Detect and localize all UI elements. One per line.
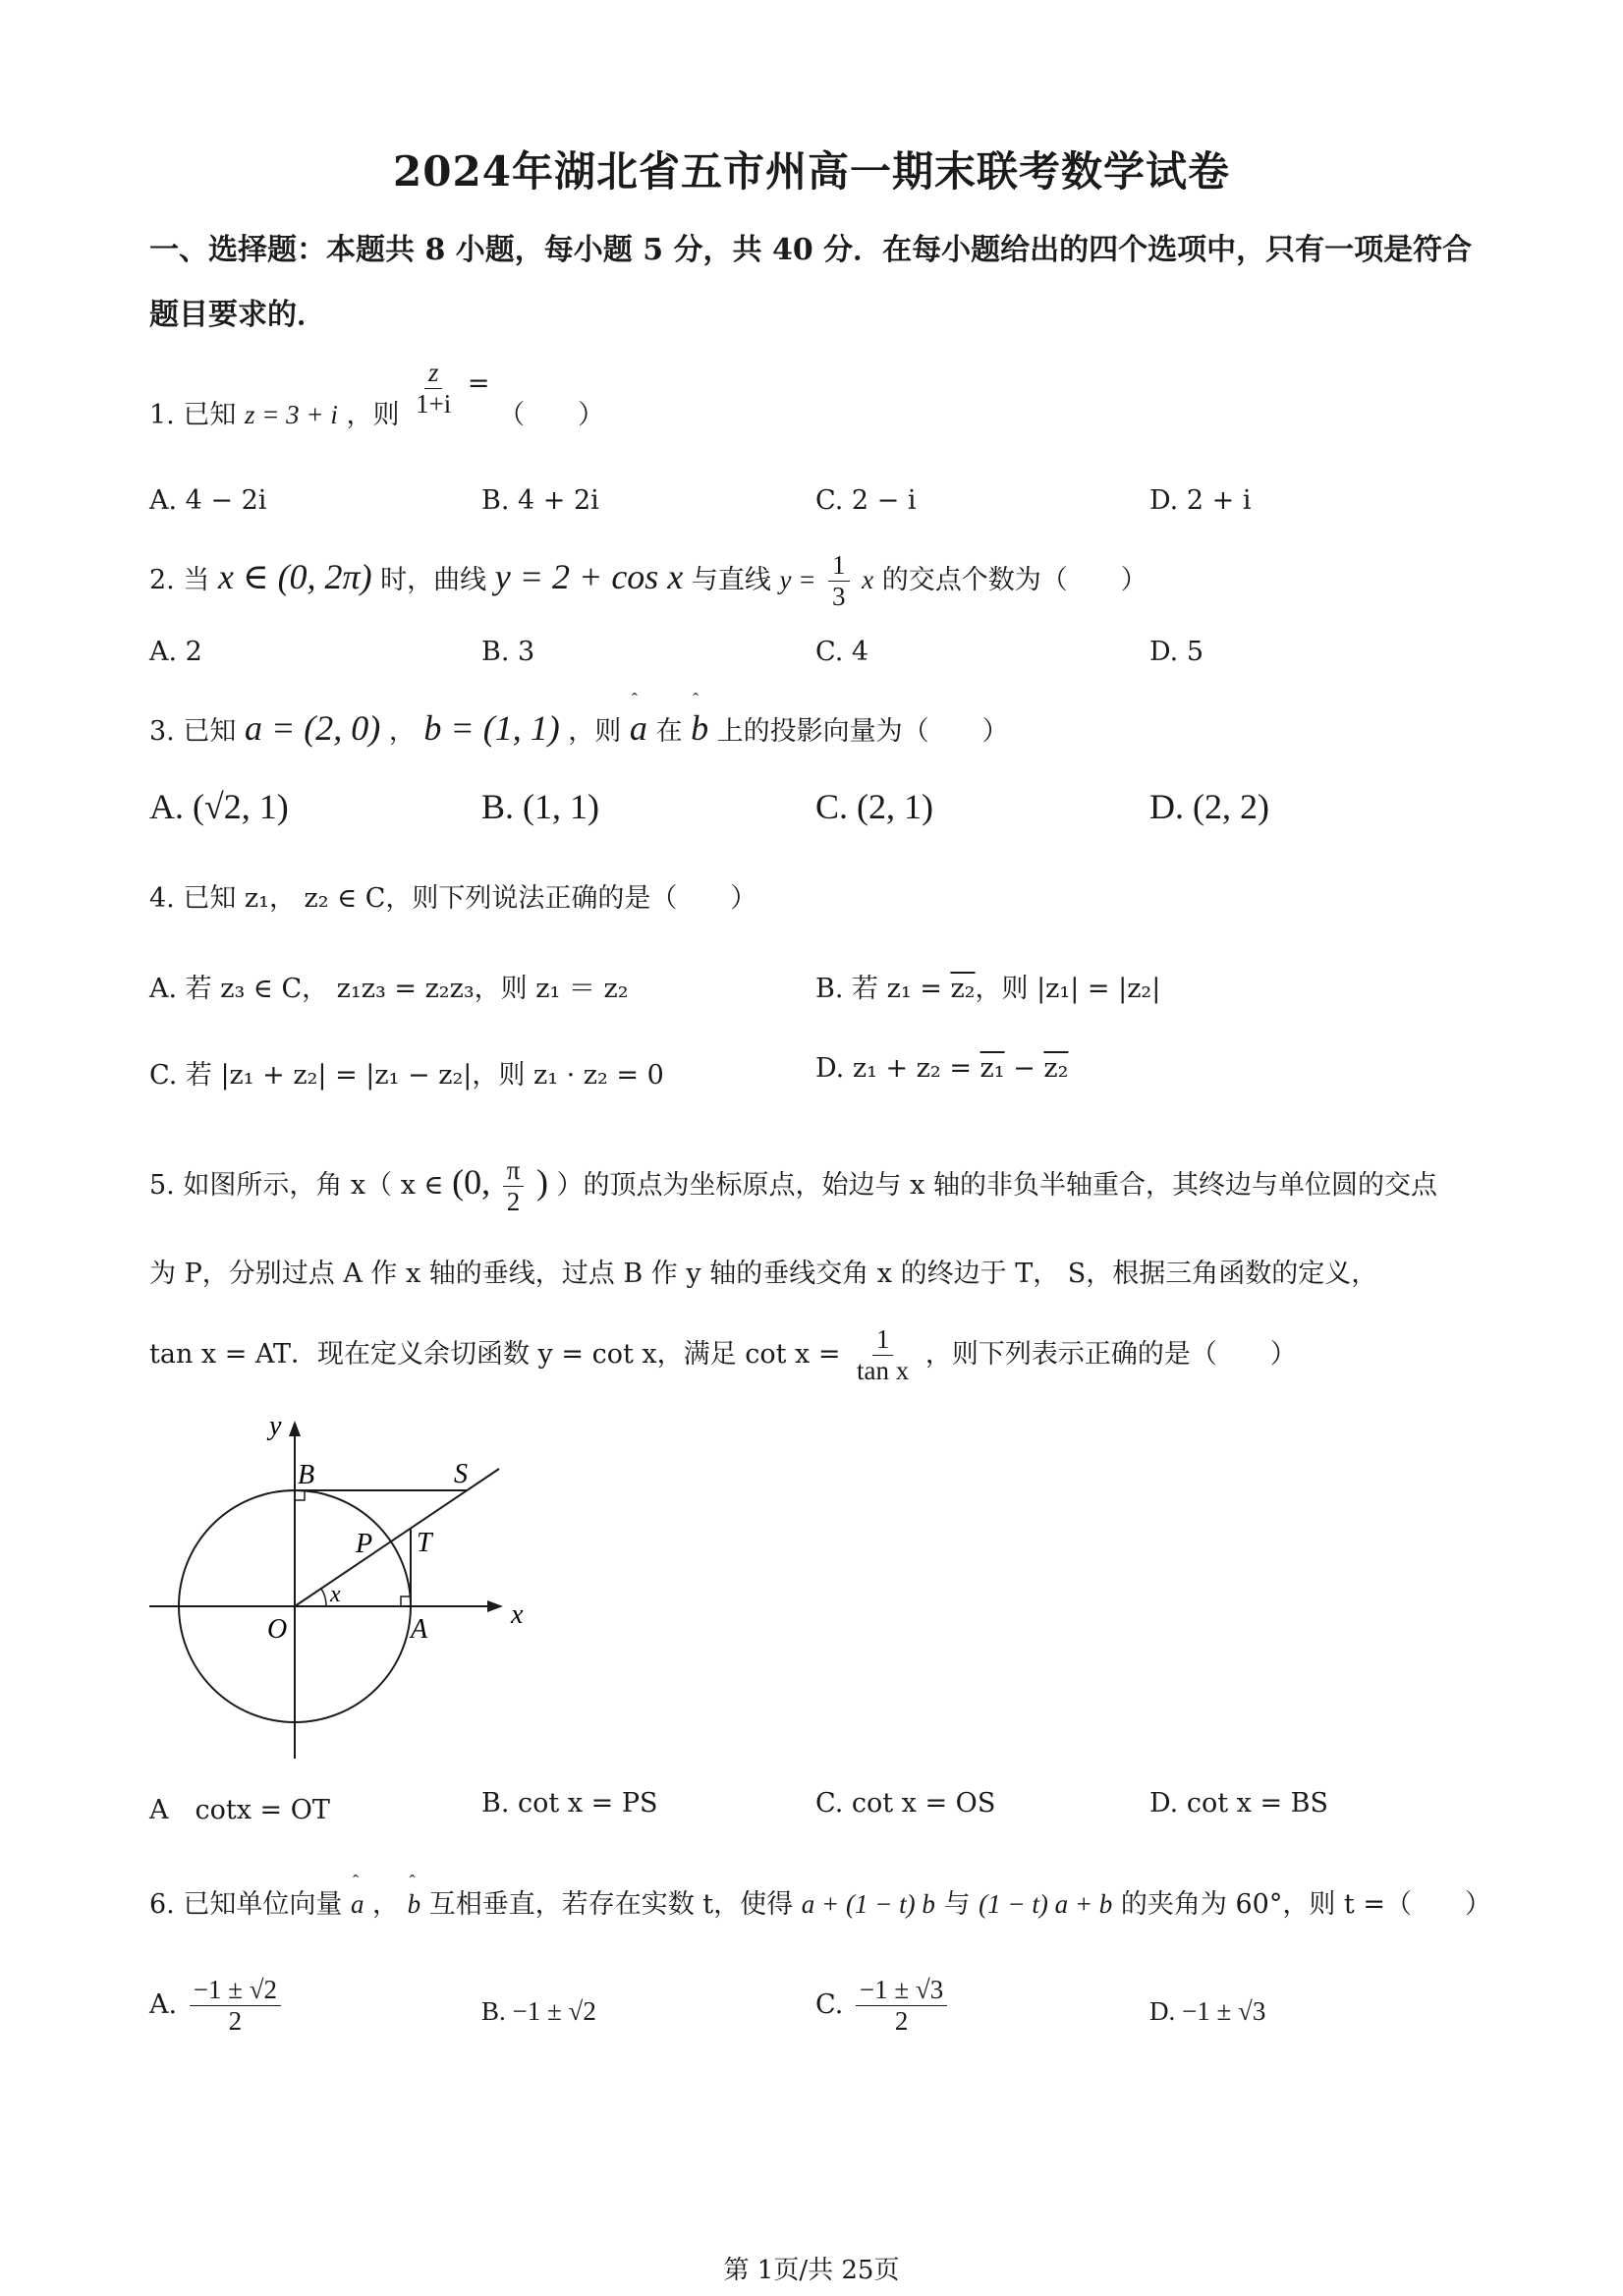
right-angle-a bbox=[401, 1596, 411, 1606]
q3-vector-a: ˆ a bbox=[630, 707, 647, 749]
q1-frac-den: 1+i bbox=[416, 389, 452, 420]
q1-option-b: B. 4 + 2i bbox=[481, 485, 599, 516]
q6-optc-label: C. bbox=[815, 1989, 844, 2021]
q1-frac-num: z bbox=[424, 358, 443, 389]
q5-frac-num: π bbox=[503, 1155, 525, 1187]
q2-option-a: A. 2 bbox=[149, 637, 202, 667]
q3-in: 在 bbox=[655, 716, 683, 747]
label-a: A bbox=[411, 1614, 428, 1645]
q5-fraction bbox=[503, 1155, 525, 1217]
q5-line1-pre: 5. 如图所示，角 x（ x ∈ bbox=[149, 1170, 444, 1202]
question-6 bbox=[149, 1882, 1491, 1921]
q6-vector-a: ˆ a bbox=[351, 1889, 364, 1920]
q1-z: z = 3 + i bbox=[244, 400, 338, 430]
q5-lparen: (0, bbox=[452, 1162, 491, 1203]
q3-prefix: 3. 已知 bbox=[149, 716, 237, 747]
q6-optc-num: −1 ± √3 bbox=[856, 1975, 947, 2006]
q5-option-c: C. cot x = OS bbox=[815, 1788, 996, 1819]
q3-option-c: C. (2, 1) bbox=[815, 787, 933, 826]
q4-option-a: A. 若 z₃ ∈ C， z₁z₃ = z₂z₃，则 z₁ ＝ z₂ bbox=[149, 974, 629, 1004]
q5-line3-pre: tan x = AT．现在定义余切函数 y = cot x，满足 cot x = bbox=[149, 1339, 841, 1371]
q6-opta-fraction bbox=[190, 1975, 281, 2037]
question-4: 4. 已知 z₁， z₂ ∈ C，则下列说法正确的是（ ） bbox=[149, 883, 757, 914]
right-angle-b bbox=[295, 1490, 305, 1500]
label-s: S bbox=[454, 1459, 468, 1489]
q3-option-d: D. (2, 2) bbox=[1149, 787, 1269, 826]
angle-arc bbox=[321, 1589, 326, 1606]
q4-optb-post: ，则 |z₁| = |z₂| bbox=[975, 974, 1161, 1004]
q5-cot-frac-num: 1 bbox=[872, 1324, 894, 1356]
q6-expr1: a + (1 − t) b bbox=[801, 1889, 935, 1919]
q2-frac-num: 1 bbox=[828, 550, 850, 582]
q2-curve: y = 2 + cos x bbox=[494, 557, 684, 597]
q6-expr2: (1 − t) a + b bbox=[979, 1889, 1113, 1919]
label-y: y bbox=[269, 1411, 282, 1441]
q2-mid1: 时，曲线 bbox=[380, 565, 487, 596]
label-o: O bbox=[267, 1614, 288, 1645]
q1-prefix: 1. 已知 bbox=[149, 400, 237, 431]
q4-optb-pre: B. 若 z₁ = bbox=[815, 974, 951, 1004]
q6-option-b: B. −1 ± √2 bbox=[481, 1996, 596, 2026]
label-angle-x: x bbox=[330, 1582, 341, 1607]
q4-optd-mid: − bbox=[1004, 1053, 1044, 1084]
label-t: T bbox=[417, 1528, 432, 1558]
q2-suffix: 的交点个数为（ ） bbox=[881, 565, 1147, 596]
q5-line1-post: ）的顶点为坐标原点，始边与 x 轴的非负半轴重合，其终边与单位圆的交点 bbox=[556, 1170, 1437, 1202]
q3-suffix: 上的投影向量为（ ） bbox=[716, 716, 1009, 747]
q5-cot-frac-den: tan x bbox=[857, 1356, 910, 1386]
q4-optd-conj2: z₂ bbox=[1043, 1053, 1069, 1084]
q6-opta-label: A. bbox=[149, 1989, 178, 2021]
q6-mid3: 的夹角为 60°，则 t =（ ） bbox=[1120, 1889, 1491, 1920]
q5-rparen: ) bbox=[535, 1162, 548, 1203]
section-heading: 一、选择题：本题共 8 小题，每小题 5 分，共 40 分．在每小题给出的四个选项中，只有一项是符合题目要求的． bbox=[149, 233, 1473, 332]
q2-mid2: 与直线 bbox=[691, 565, 771, 596]
question-2 bbox=[149, 550, 1147, 612]
q2-option-b: B. 3 bbox=[481, 637, 535, 667]
q3-mid: ，则 bbox=[568, 716, 622, 747]
q5-option-a: A cotx = OT bbox=[149, 1795, 330, 1825]
label-p: P bbox=[356, 1529, 373, 1559]
y-axis-arrow bbox=[289, 1421, 301, 1436]
q2-option-d: D. 5 bbox=[1149, 637, 1204, 667]
q1-eq: = bbox=[467, 368, 490, 400]
q6-opta-num: −1 ± √2 bbox=[190, 1975, 281, 2006]
question-1 bbox=[149, 358, 605, 447]
page-title: 2024年湖北省五市州高一期末联考数学试卷 bbox=[393, 147, 1230, 196]
label-x: x bbox=[511, 1599, 524, 1630]
q6-vector-b: ˆ b bbox=[408, 1889, 421, 1920]
q5-option-b: B. cot x = PS bbox=[481, 1788, 658, 1819]
page-footer: 第 1页/共 25页 bbox=[723, 2256, 900, 2285]
question-5-line1 bbox=[149, 1155, 1437, 1217]
q4-option-b bbox=[815, 967, 1160, 1005]
q2-line-x: x bbox=[862, 565, 874, 595]
question-5-line3 bbox=[149, 1324, 1297, 1386]
q1-option-c: C. 2 − i bbox=[815, 485, 917, 516]
q3-sep: ， bbox=[388, 716, 416, 747]
q6-pre: 6. 已知单位向量 bbox=[149, 1889, 343, 1920]
q2-fraction bbox=[828, 550, 850, 612]
q6-optc-den: 2 bbox=[894, 2006, 909, 2037]
q1-option-d: D. 2 + i bbox=[1149, 485, 1252, 516]
q1-option-a: A. 4 − 2i bbox=[149, 485, 267, 516]
q2-domain: x ∈ (0, 2π) bbox=[217, 557, 372, 597]
q2-frac-den: 3 bbox=[832, 582, 846, 612]
q6-option-c bbox=[815, 1975, 951, 2037]
unit-circle-figure bbox=[138, 1405, 531, 1778]
x-axis-arrow bbox=[487, 1600, 503, 1612]
q2-line-lhs: y = bbox=[779, 565, 816, 595]
q6-opta-den: 2 bbox=[228, 2006, 243, 2037]
q5-cot-fraction bbox=[853, 1324, 913, 1386]
q2-prefix: 2. 当 bbox=[149, 565, 210, 596]
q1-paren: （ ） bbox=[498, 400, 605, 431]
q5-line3-post: ，则下列表示正确的是（ ） bbox=[924, 1339, 1297, 1371]
q6-option-d: D. −1 ± √3 bbox=[1149, 1996, 1266, 2026]
q2-option-c: C. 4 bbox=[815, 637, 869, 667]
q6-option-a bbox=[149, 1975, 285, 2037]
q3-vector-b: ˆ b bbox=[691, 707, 708, 749]
q3-a-def: a = (2, 0) bbox=[244, 708, 381, 748]
q5-option-d: D. cot x = BS bbox=[1149, 1788, 1329, 1819]
question-5-line2: 为 P，分别过点 A 作 x 轴的垂线，过点 B 作 y 轴的垂线交角 x 的终边于 T， S，根据三角函数的定义， bbox=[149, 1259, 1378, 1289]
label-b: B bbox=[298, 1460, 315, 1490]
q6-mid2: 与 bbox=[943, 1889, 971, 1920]
q6-mid1: 互相垂直，若存在实数 t，使得 bbox=[428, 1889, 794, 1920]
q4-optd-pre: D. z₁ + z₂ = bbox=[815, 1053, 980, 1084]
question-3 bbox=[149, 707, 1009, 749]
q4-optb-conj: z₂ bbox=[950, 974, 976, 1004]
q1-fraction bbox=[412, 358, 455, 420]
q4-option-d bbox=[815, 1053, 1068, 1084]
q5-frac-den: 2 bbox=[506, 1187, 521, 1217]
q6-optc-fraction bbox=[856, 1975, 947, 2037]
q1-mid: ，则 bbox=[346, 400, 400, 431]
q4-option-c: C. 若 |z₁ + z₂| = |z₁ − z₂|，则 z₁ · z₂ = 0 bbox=[149, 1060, 664, 1091]
q4-optd-conj1: z₁ bbox=[979, 1053, 1005, 1084]
q6-comma: ， bbox=[372, 1889, 400, 1920]
q3-option-b: B. (1, 1) bbox=[481, 787, 599, 826]
q3-b-def: b = (1, 1) bbox=[423, 708, 560, 748]
q3-option-a: A. (√2, 1) bbox=[149, 787, 289, 826]
